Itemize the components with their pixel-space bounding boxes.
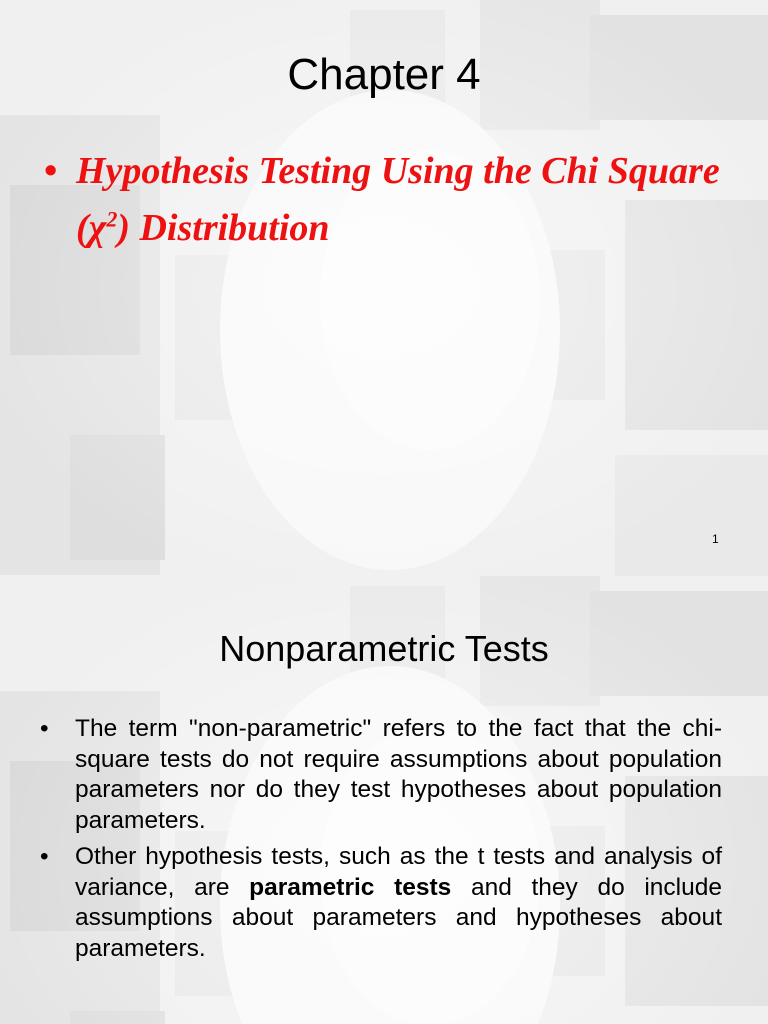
slide-2-bullet-list [40, 714, 722, 970]
list-item [40, 842, 722, 964]
bullet-text-pre: Other hypothesis tests, such as the t tests and analysis of variance, are [75, 843, 722, 901]
bullet-dot-icon: • [44, 150, 58, 192]
page-number: 1 [712, 532, 719, 546]
bullet-text-prefix: Hypothesis Testing Using the Chi Square (χ [76, 150, 720, 249]
bullet-dot-icon: • [40, 715, 49, 742]
chi-square-superscript: 2 [106, 206, 118, 232]
slide-2-title: Nonparametric Tests [219, 628, 549, 669]
slide-1-bullet [44, 143, 734, 257]
bullet-text: The term "non-parametric" refers to the fact that the chi-square tests do not require assumptions about population parameters nor do they test hypotheses about population parameters. [75, 715, 722, 834]
bullet-text-bold: parametric tests [249, 873, 452, 901]
slide-2 [0, 576, 768, 1024]
bullet-text-post: and they do include assumptions about parameters and hypotheses about parameters. [75, 873, 722, 962]
bullet-text-suffix: ) Distribution [117, 207, 330, 249]
bullet-dot-icon: • [40, 843, 49, 870]
list-item [40, 714, 722, 836]
slide-1-title: Chapter 4 [287, 50, 481, 99]
